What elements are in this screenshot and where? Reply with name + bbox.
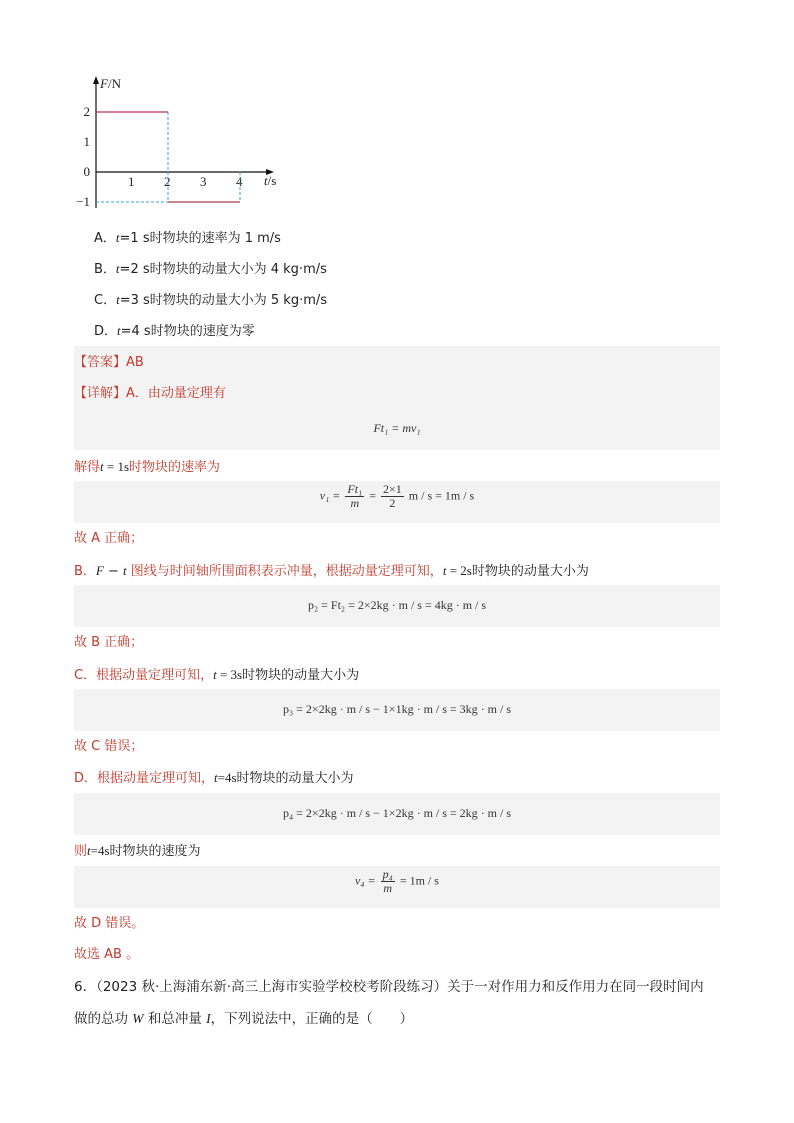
y-axis-arrow: [93, 76, 99, 84]
x-axis-label: t/s: [264, 173, 277, 188]
equation-3: p₂ = Ft₂ = 2×2kg · m / s = 4kg · m / s: [307, 598, 487, 612]
option-d: D．t=4 s时物块的速度为零: [94, 323, 255, 339]
conclusion-d: 故 D 错误。: [74, 916, 145, 931]
equation-2: v₁ = $\frac{\text{Ft₁}}{m}$ = $\frac{2\times 1}{2}$ m / s = 1m / s: [319, 482, 475, 510]
question-6-line-1: 6．（2023 秋·上海浦东新·高三上海市实验学校校考阶段练习）关于一对作用力和反作用力在同一段时间内: [74, 979, 704, 995]
conclusion-a: 故 A 正确；: [74, 531, 144, 546]
y-tick-label-neg1: −1: [76, 194, 90, 209]
line-b: B．F − t 图线与时间轴所围面积表示冲量，根据动量定理可知，t = 2s时物块的动量大小为: [74, 563, 589, 579]
line-c: C．根据动量定理可知，t = 3s时物块的动量大小为: [74, 667, 360, 683]
y-tick-label-2: 2: [83, 104, 90, 119]
equation-6: v₄ = $\frac{\text{p₄}}{m}$ = 1m / s: [355, 867, 439, 895]
equation-4: p₃ = 2×2kg · m / s − 1×1kg · m / s = 3kg · m / s: [282, 702, 512, 716]
x-tick-label-2: 2: [164, 174, 171, 189]
y-axis-label: F/N: [100, 76, 121, 91]
final-answer: 故选 AB 。: [74, 947, 140, 962]
conclusion-c: 故 C 错误；: [74, 739, 144, 754]
y-tick-label-1: 1: [83, 134, 90, 149]
equation-1: Ft₁ = mv₁: [373, 421, 421, 435]
x-tick-label-3: 3: [200, 174, 207, 189]
answer-line: 【答案】AB: [74, 355, 144, 370]
force-time-graph: [70, 74, 280, 214]
option-a: A．t=1 s时物块的速率为 1 m/s: [94, 230, 281, 246]
line-d2: 则t=4s时物块的速度为: [74, 843, 201, 859]
option-c: C．t=3 s时物块的动量大小为 5 kg·m/s: [94, 292, 328, 308]
solve-line: 解得t = 1s时物块的速率为: [74, 459, 221, 475]
option-b: B．t=2 s时物块的动量大小为 4 kg·m/s: [94, 261, 327, 277]
line-d: D．根据动量定理可知，t=4s时物块的动量大小为: [74, 770, 354, 786]
x-tick-label-4: 4: [236, 174, 243, 189]
question-6-line-2: 做的总功 W 和总冲量 I，下列说法中，正确的是（ ）: [74, 1011, 414, 1027]
x-tick-label-1: 1: [128, 174, 135, 189]
detail-line: 【详解】A．由动量定理有: [74, 386, 226, 401]
conclusion-b: 故 B 正确；: [74, 635, 144, 650]
y-tick-label-0: 0: [83, 164, 90, 179]
equation-5: p₄ = 2×2kg · m / s − 1×2kg · m / s = 2kg · m / s: [282, 806, 512, 820]
